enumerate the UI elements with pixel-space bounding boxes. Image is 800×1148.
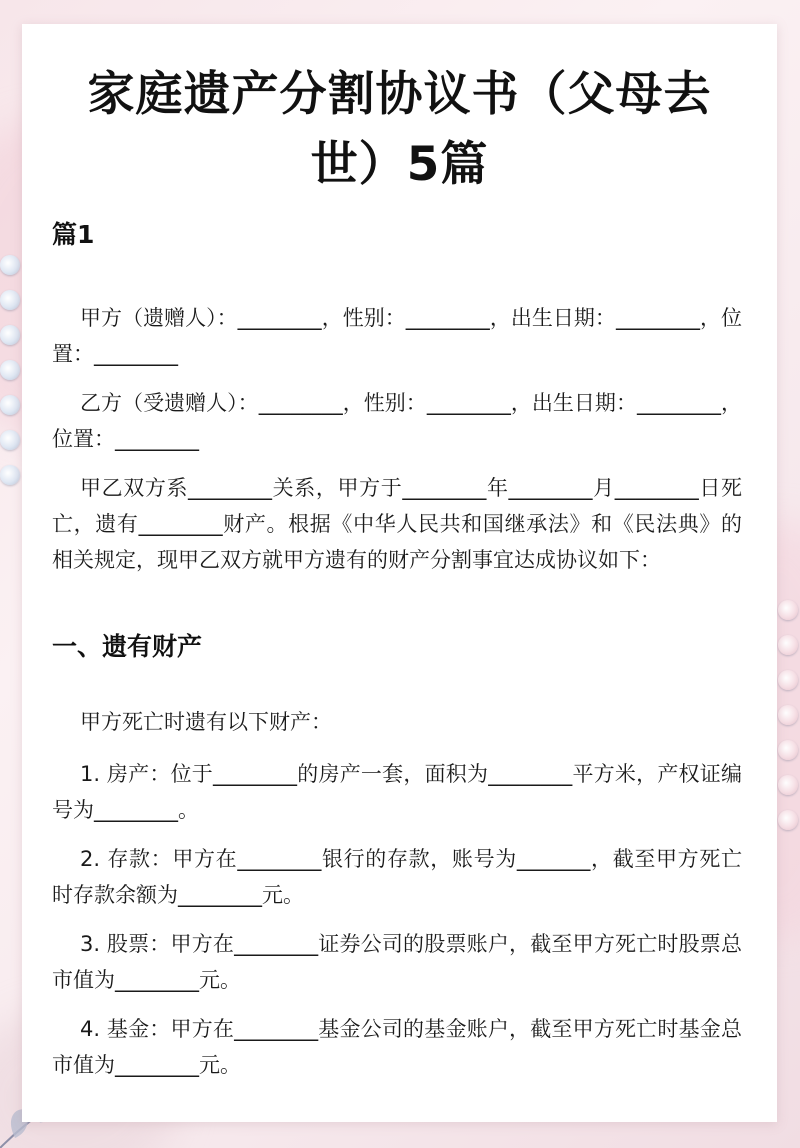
binder-ring: [0, 430, 20, 450]
document-page: [22, 24, 777, 1122]
binder-ring: [0, 255, 20, 275]
binder-ring: [0, 395, 20, 415]
binder-ring: [778, 810, 798, 830]
heading-estate: 一、遗有财产: [52, 632, 203, 661]
binder-rings-left: [0, 255, 22, 500]
binder-ring: [778, 705, 798, 725]
estate-intro-paragraph: 甲方死亡时遗有以下财产：: [80, 710, 332, 734]
binder-ring: [778, 635, 798, 655]
binder-ring: [0, 290, 20, 310]
estate-item-fund: 4. 基金：甲方在________基金公司的基金账户，截至甲方死亡时基金总市值为________元。: [52, 1017, 742, 1077]
party-a-paragraph: 甲方（遗赠人）：________，性别：________，出生日期：________，位置：________: [52, 306, 742, 366]
preamble-paragraph: 甲乙双方系________关系，甲方于________年________月________日死亡，遗有________财产。根据《中华人民共和国继承法》和《民法典》的相关规定，现甲乙双方就甲方遗有的财产分割事宜达成协议如下：: [52, 476, 742, 572]
binder-rings-right: [778, 600, 800, 845]
estate-item-stock: 3. 股票：甲方在________证券公司的股票账户，截至甲方死亡时股票总市值为________元。: [52, 932, 742, 992]
binder-ring: [778, 670, 798, 690]
party-b-paragraph: 乙方（受遗赠人）：________，性别：________，出生日期：________，位置：________: [52, 391, 742, 451]
estate-item-house: 1. 房产：位于________的房产一套，面积为________平方米，产权证编号为________。: [52, 762, 742, 822]
binder-ring: [0, 360, 20, 380]
binder-ring: [778, 775, 798, 795]
binder-ring: [0, 325, 20, 345]
binder-ring: [778, 740, 798, 760]
binder-ring: [0, 465, 20, 485]
binder-ring: [778, 600, 798, 620]
document-title: 家庭遗产分割协议书（父母去世）5篇: [87, 67, 712, 192]
section-label: 篇1: [52, 220, 95, 249]
estate-item-deposit: 2. 存款：甲方在________银行的存款，账号为_______，截至甲方死亡时存款余额为________元。: [52, 847, 742, 907]
